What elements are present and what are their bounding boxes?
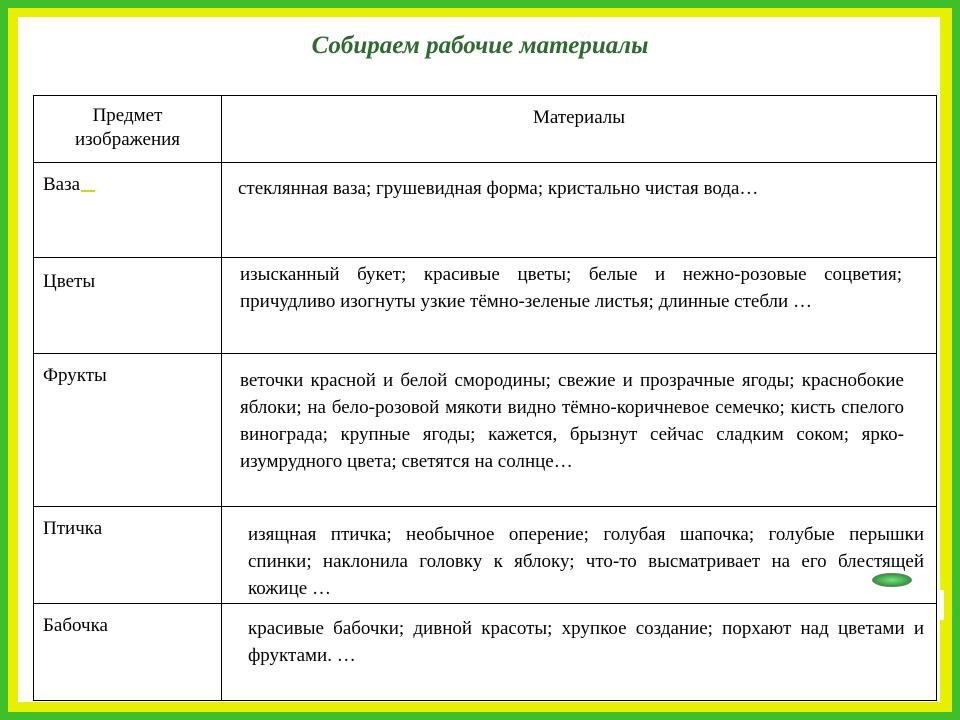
materials-table xyxy=(33,95,937,701)
row-materials-flowers xyxy=(222,258,937,354)
materials-text: стеклянная ваза; грушевидная форма; кристально чистая вода… xyxy=(238,178,759,199)
materials-text: изящная птичка; необычное оперение; голубая шапочка; голубые перышки спинки; наклонила головку к яблоку; что-то высматривает на его блестящей кожице … xyxy=(248,524,924,599)
table-row xyxy=(34,507,937,604)
row-subject-vase: Ваза xyxy=(34,163,222,258)
header-subject: Предмет изображения xyxy=(34,96,222,163)
row-subject-bird: Птичка xyxy=(34,507,222,604)
row-subject-flowers: Цветы xyxy=(34,258,222,354)
row-subject-fruits: Фрукты xyxy=(34,354,222,507)
table-row xyxy=(34,604,937,701)
row-subject-butterfly: Бабочка xyxy=(34,604,222,701)
nav-button-icon[interactable] xyxy=(872,573,912,587)
materials-text: изысканный букет; красивые цветы; белые и нежно-розовые соцветия; причудливо изогнуты узкие тёмно-зеленые листья; длинные стебли … xyxy=(240,264,902,312)
materials-text: веточки красной и белой смородины; свежие и прозрачные ягоды; краснобокие яблоки; на бело-розовой мякоти видно тёмно-коричневое семечко; кисть спелого винограда; крупные ягоды; кажется, брызнут сейчас сладким соком; ярко-изумрудного цвета; светятся на солнце… xyxy=(240,370,904,472)
table-row xyxy=(34,163,937,258)
row-materials-fruits xyxy=(222,354,937,507)
row-materials-vase xyxy=(222,163,937,258)
decorative-underline xyxy=(81,190,95,192)
row-materials-bird xyxy=(222,507,937,604)
row-materials-butterfly xyxy=(222,604,937,701)
materials-text: красивые бабочки; дивной красоты; хрупкое создание; порхают над цветами и фруктами. … xyxy=(248,618,924,666)
frame-notch xyxy=(938,590,944,620)
table-row xyxy=(34,258,937,354)
slide-title: Собираем рабочие материалы xyxy=(311,32,649,59)
table-row xyxy=(34,354,937,507)
table-header-row xyxy=(34,96,937,163)
header-materials: Материалы xyxy=(222,96,937,163)
